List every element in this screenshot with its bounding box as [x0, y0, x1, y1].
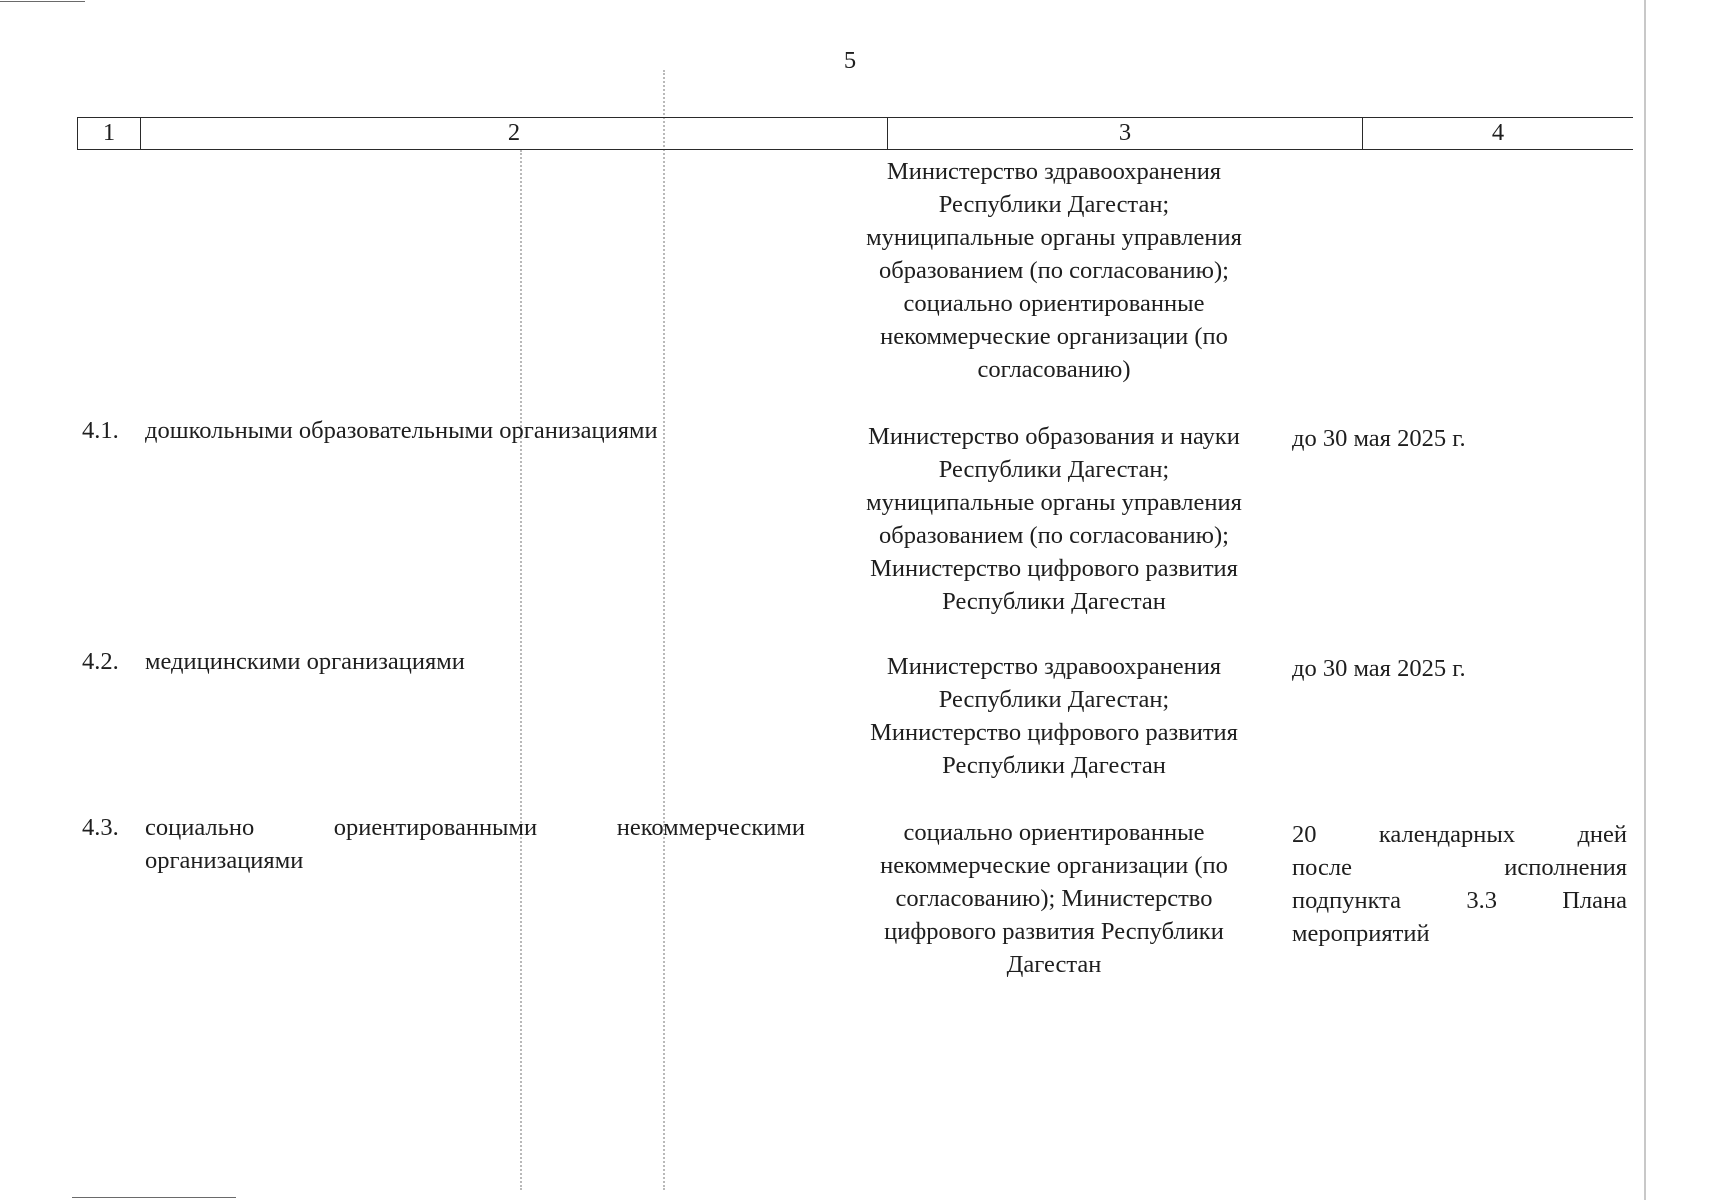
row-executors: [815, 650, 1293, 782]
scan-artifact: [663, 70, 665, 1190]
executor-line: Республики Дагестан;: [938, 456, 1170, 483]
deadline-word: дней: [1577, 821, 1627, 848]
task-line: организациями: [145, 847, 304, 874]
deadline-word: 3.3: [1466, 887, 1497, 914]
executor-line: Республики Дагестан: [942, 588, 1166, 615]
table-header: [77, 117, 1633, 150]
executor-line: Республики Дагестан;: [938, 686, 1170, 713]
row-executors: [815, 816, 1293, 981]
deadline-word: календарных: [1378, 821, 1516, 848]
header-col-4: 4: [1491, 119, 1505, 146]
executor-line: образованием (по согласованию);: [879, 522, 1229, 549]
deadline-word: после: [1292, 854, 1352, 881]
executor-line: Министерство цифрового развития: [870, 719, 1238, 746]
header-col-3: 3: [888, 118, 1363, 149]
header-col-1: 1: [77, 118, 141, 149]
row-task: дошкольными образовательными организациями: [145, 417, 658, 444]
header-col-2: 2: [141, 118, 888, 149]
executor-line: муниципальные органы управления: [866, 489, 1242, 516]
deadline-line: мероприятий: [1292, 920, 1430, 947]
row-deadline: до 30 мая 2025 г.: [1292, 655, 1466, 682]
task-word: некоммерческими: [616, 814, 805, 841]
executor-line: Республики Дагестан: [942, 752, 1166, 779]
executor-line: Министерство здравоохранения: [886, 158, 1222, 185]
row-number: 4.1.: [82, 417, 119, 444]
row-deadline: до 30 мая 2025 г.: [1292, 425, 1466, 452]
row-task: медицинскими организациями: [145, 648, 465, 675]
deadline-word: Плана: [1562, 887, 1627, 914]
row-deadline: [1292, 818, 1627, 950]
executor-line: образованием (по согласованию);: [879, 257, 1229, 284]
deadline-word: подпункта: [1292, 887, 1402, 914]
executor-line: социально ориентированные: [903, 290, 1205, 317]
executor-line: социально ориентированные: [903, 819, 1205, 846]
executor-line: Республики Дагестан;: [938, 191, 1170, 218]
continuation-executors: [815, 155, 1293, 386]
footnote-rule: [72, 1197, 236, 1198]
row-task: [145, 811, 805, 877]
executor-line: цифрового развития Республики: [884, 918, 1224, 945]
deadline-word: 20: [1292, 821, 1317, 848]
deadline-line: [1292, 851, 1627, 884]
deadline-line: [1292, 818, 1627, 851]
row-number: 4.2.: [82, 648, 119, 675]
executor-line: Дагестан: [1006, 951, 1102, 978]
task-word: социально: [145, 814, 255, 841]
row-executors: [815, 420, 1293, 618]
executor-line: согласованию): [977, 356, 1131, 383]
executor-line: согласованию); Министерство: [895, 885, 1213, 912]
executor-line: Министерство цифрового развития: [870, 555, 1238, 582]
page-number: 5: [843, 47, 857, 74]
executor-line: Министерство здравоохранения: [886, 653, 1222, 680]
executor-line: некоммерческие организации (по: [880, 323, 1228, 350]
task-word: ориентированными: [333, 814, 538, 841]
deadline-line: [1292, 884, 1627, 917]
scan-artifact: [0, 1, 85, 2]
executor-line: некоммерческие организации (по: [880, 852, 1228, 879]
row-number: 4.3.: [82, 814, 119, 841]
executor-line: муниципальные органы управления: [866, 224, 1242, 251]
executor-line: Министерство образования и науки: [868, 423, 1240, 450]
task-line: [145, 811, 805, 844]
scan-artifact: [1644, 0, 1646, 1200]
deadline-word: исполнения: [1504, 854, 1627, 881]
